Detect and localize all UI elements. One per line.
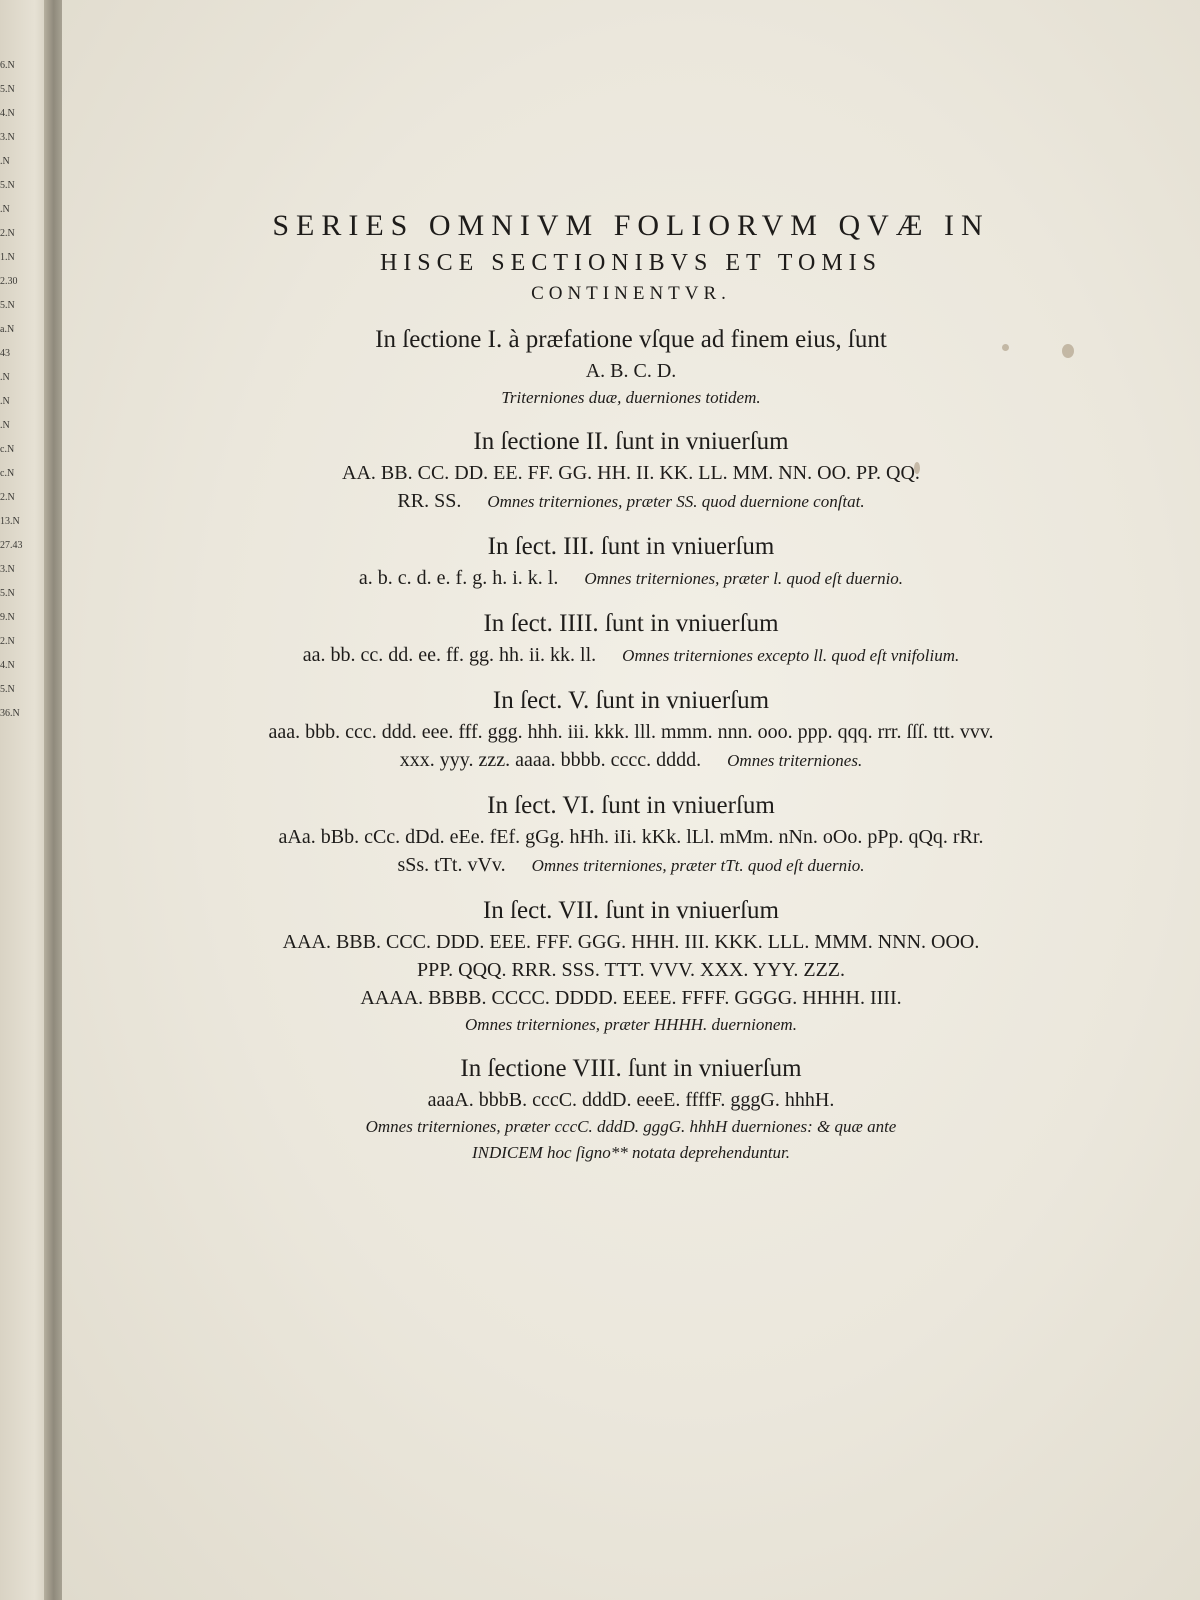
margin-note: .N: [0, 156, 10, 167]
margin-note: 5.N: [0, 180, 15, 191]
section-6: [62, 789, 1200, 880]
margin-note: 5.N: [0, 84, 15, 95]
section-note: Omnes triterniones, præter HHHH. duernionem.: [465, 1015, 797, 1034]
margin-note: .N: [0, 420, 10, 431]
signature-list-line: [62, 564, 1200, 593]
signature-list-line-2: [62, 851, 1200, 880]
margin-note: 4.N: [0, 660, 15, 671]
margin-note: 6.N: [0, 60, 15, 71]
margin-note: a.N: [0, 324, 15, 335]
section-heading: In ſect. VII. ſunt in vniuerſum: [482, 897, 779, 924]
page-title: SERIES OMNIVM FOLIORVM QVÆ IN: [272, 209, 990, 242]
margin-note: .N: [0, 396, 10, 407]
margin-note: 1.N: [0, 252, 15, 263]
signature-list: aa. bb. cc. dd. ee. ff. gg. hh. ii. kk. ll.: [302, 644, 597, 666]
signature-list: aAa. bBb. cCc. dDd. eEe. fEf. gGg. hHh. iIi. kKk. lLl. mMm. nNn. oOo. pPp. qQq. rRr.: [278, 826, 984, 848]
page-content: [62, 205, 1200, 1166]
margin-note: 2.30: [0, 276, 18, 287]
margin-note: 3.N: [0, 564, 15, 575]
margin-note: 2.N: [0, 492, 15, 503]
signature-list-line-3: AAAA. BBBB. CCCC. DDDD. EEEE. FFFF. GGGG. HHHH. IIII.: [360, 987, 902, 1009]
section-note: Omnes triterniones, præter tTt. quod eſt duernio.: [531, 856, 865, 875]
section-note: Omnes triterniones, præter SS. quod duernione conſtat.: [487, 492, 865, 511]
signature-list-line-2: PPP. QQQ. RRR. SSS. TTT. VVV. XXX. YYY. ZZZ.: [416, 959, 846, 981]
section-note: Triterniones duæ, duerniones totidem.: [501, 388, 761, 407]
margin-note: 5.N: [0, 684, 15, 695]
section-note: Omnes triterniones excepto ll. quod eſt vnifolium.: [622, 646, 960, 665]
book-page: [62, 0, 1200, 1600]
section-note-line-2: INDICEM hoc ſigno** notata deprehenduntur.: [471, 1143, 791, 1162]
margin-note: 9.N: [0, 612, 15, 623]
margin-note: .N: [0, 372, 10, 383]
signature-list-continued: sSs. tTt. vVv.: [397, 854, 506, 876]
section-8: [62, 1052, 1200, 1166]
section-note: Omnes triterniones.: [727, 751, 863, 770]
section-heading: In ſect. V. ſunt in vniuerſum: [492, 687, 770, 714]
signature-list-line-2: [62, 746, 1200, 775]
margin-note: 36.N: [0, 708, 20, 719]
section-2: [62, 425, 1200, 516]
signature-list: aaaA. bbbB. cccC. dddD. eeeE. ffffF. gggG. hhhH.: [427, 1089, 835, 1111]
section-heading: In ſect. VI. ſunt in vniuerſum: [487, 792, 775, 819]
section-7: [62, 894, 1200, 1038]
margin-note: 4.N: [0, 108, 15, 119]
page-title-line-2: HISCE SECTIONIBVS ET TOMIS: [379, 250, 883, 276]
signature-list: AA. BB. CC. DD. EE. FF. GG. HH. II. KK. LL. MM. NN. OO. PP. QQ.: [342, 462, 920, 484]
margin-note: 27.43: [0, 540, 23, 551]
section-heading: In ſectione VIII. ſunt in vniuerſum: [460, 1055, 802, 1082]
signature-list-continued: RR. SS.: [397, 490, 462, 512]
margin-note: .N: [0, 204, 10, 215]
margin-note: c.N: [0, 468, 15, 479]
margin-note: 5.N: [0, 588, 15, 599]
section-heading: In ſectione II. ſunt in vniuerſum: [473, 428, 789, 455]
page-title-line-3: CONTINENTVR.: [531, 283, 731, 304]
facing-page-margin-notes: [0, 60, 24, 732]
margin-note: 3.N: [0, 132, 15, 143]
section-3: [62, 530, 1200, 593]
section-heading: In ſect. IIII. ſunt in vniuerſum: [483, 610, 779, 637]
margin-note: 2.N: [0, 228, 15, 239]
margin-note: 5.N: [0, 300, 15, 311]
margin-note: 2.N: [0, 636, 15, 647]
signature-list-continued: xxx. yyy. zzz. aaaa. bbbb. cccc. dddd.: [399, 749, 702, 771]
signature-list: AAA. BBB. CCC. DDD. EEE. FFF. GGG. HHH. III. KKK. LLL. MMM. NNN. OOO.: [282, 931, 980, 953]
margin-note: c.N: [0, 444, 15, 455]
signature-list-line: [62, 641, 1200, 670]
section-note: Omnes triterniones, præter l. quod eſt duernio.: [584, 569, 904, 588]
section-note: Omnes triterniones, præter cccC. dddD. gggG. hhhH duerniones: & quæ ante: [365, 1117, 897, 1136]
margin-note: 13.N: [0, 516, 20, 527]
signature-list: a. b. c. d. e. f. g. h. i. k. l.: [358, 567, 559, 589]
signature-list-line-2: [62, 487, 1200, 516]
margin-note: 43: [0, 348, 10, 359]
section-1: [62, 323, 1200, 411]
section-heading: In ſectione I. à præfatione vſque ad finem eius, ſunt: [375, 326, 887, 353]
signature-list: aaa. bbb. ccc. ddd. eee. fff. ggg. hhh. iii. kkk. lll. mmm. nnn. ooo. ppp. qqq. rrr. ſſſ. ttt. vvv.: [268, 721, 994, 743]
section-heading: In ſect. III. ſunt in vniuerſum: [487, 533, 775, 560]
signature-list: A. B. C. D.: [585, 360, 677, 382]
section-5: [62, 684, 1200, 775]
section-4: [62, 607, 1200, 670]
